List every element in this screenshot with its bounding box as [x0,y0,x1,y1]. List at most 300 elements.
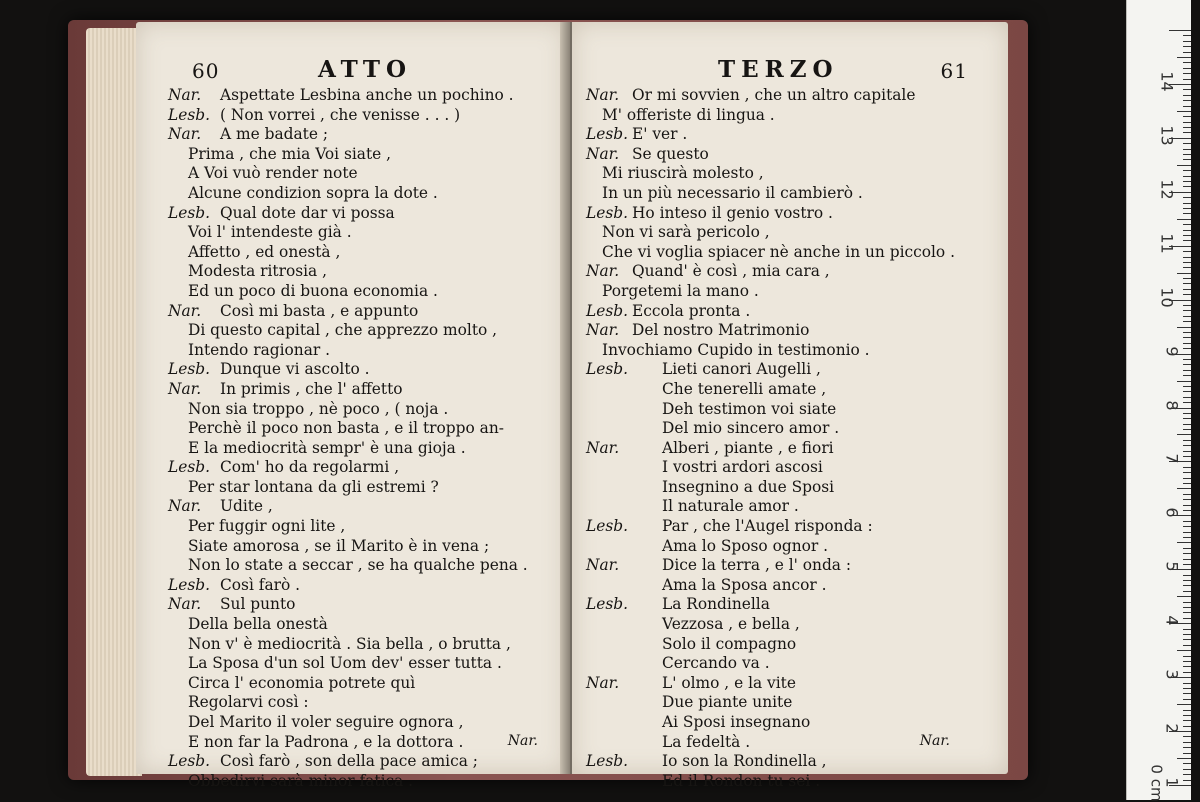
verse-text: Circa l' economia potrete quì [188,673,416,692]
speaker-label: Nar. [168,497,202,516]
right-text-block [572,86,1008,791]
ruler-tick [1183,95,1191,96]
ruler-tick [1183,122,1191,123]
speaker-label: Lesb. [168,752,210,771]
verse-text: Della bella onestà [188,615,328,634]
verse-text: Ai Sposi insegnano [662,713,811,731]
speaker-label: Nar. [586,321,620,340]
ruler-tick [1183,510,1191,511]
ruler-tick [1183,499,1191,500]
ruler-number: 13 [1157,125,1177,146]
ruler-tick [1177,704,1191,705]
text-line [136,204,566,224]
text-line [572,635,1008,655]
verse-text: Lieti canori Augelli , [662,360,821,379]
speaker-label: Lesb. [168,203,210,222]
verse-text: Invochiamo Cupido in testimonio . [602,340,870,359]
verse-text: Par , che l'Augel risponda : [662,517,873,536]
ruler-tick [1183,413,1191,414]
ruler-tick [1183,35,1191,36]
text-line [136,106,566,126]
verse-text: A me badate ; [220,125,329,144]
verse-text: Così farò . [220,575,301,594]
ruler-tick [1183,197,1191,198]
verse-text: Insegnino a due Sposi [662,477,835,496]
ruler-tick [1183,186,1191,187]
ruler-tick [1183,699,1191,700]
ruler-tick [1183,742,1191,743]
text-line [136,262,566,282]
ruler-tick [1183,46,1191,47]
verse-text: Per fuggir ogni lite , [188,517,346,536]
speaker-label: Lesb. [586,203,628,222]
ruler-tick [1183,629,1191,630]
verse-text: E non far la Padrona , e la dottora . [188,732,464,751]
ruler-tick [1183,483,1191,484]
ruler-tick [1183,753,1191,754]
ruler-tick [1183,769,1191,770]
ruler-number: 4 [1162,615,1182,626]
ruler-tick [1183,321,1191,322]
text-line [136,517,566,537]
ruler-tick [1183,375,1191,376]
speaker-label: Nar. [168,595,202,614]
verse-text: L' olmo , e la vite [662,673,796,692]
ruler-tick [1183,607,1191,608]
text-line [572,497,1008,517]
verse-text: In un più necessario il cambierò . [602,183,863,202]
text-line [136,772,566,792]
ruler-tick [1183,532,1191,533]
ruler-tick [1183,639,1191,640]
ruler-tick [1183,710,1191,711]
text-line [136,615,566,635]
speaker-label: Lesb. [586,752,628,771]
ruler-tick [1183,100,1191,101]
ruler-unit-label: 0 cm [1147,764,1166,802]
ruler-tick [1183,726,1191,727]
text-line [572,439,1008,459]
ruler-number: 2 [1162,723,1182,734]
speaker-label: Lesb. [586,595,628,614]
ruler-tick [1183,289,1191,290]
text-line [572,693,1008,713]
right-running-head: TERZO [718,56,839,83]
ruler-tick [1183,424,1191,425]
text-line [136,360,566,380]
verse-text: Cercando va . [662,654,770,673]
text-line [572,537,1008,557]
text-line [572,615,1008,635]
ruler-tick [1183,478,1191,479]
ruler-tick [1177,327,1191,328]
speaker-label: Lesb. [168,575,210,594]
ruler-tick [1183,661,1191,662]
ruler-tick [1183,585,1191,586]
ruler-tick [1183,41,1191,42]
ruler-number: 7 [1162,453,1182,465]
ruler-tick [1183,580,1191,581]
ruler-tick [1177,596,1191,597]
verse-text: Che tenerelli amate , [662,379,827,398]
ruler-tick [1183,170,1191,171]
verse-text: E' ver . [632,125,688,144]
ruler-tick [1183,370,1191,371]
ruler-number: 3 [1162,669,1182,680]
ruler-tick [1183,235,1191,236]
ruler-tick [1183,203,1191,204]
ruler-tick [1183,666,1191,667]
speaker-label: Nar. [586,86,620,104]
ruler-tick [1183,332,1191,333]
text-line [572,282,1008,302]
text-line [572,380,1008,400]
ruler-tick [1183,747,1191,748]
text-line [572,576,1008,596]
text-line [572,360,1008,380]
speaker-label: Lesb. [586,125,628,144]
verse-text: Mi riuscirà molesto , [602,164,764,183]
verse-text: ( Non vorrei , che venisse . . . ) [220,105,461,124]
text-line [136,243,566,263]
ruler-tick [1183,73,1191,74]
ruler-tick [1183,181,1191,182]
speaker-label: Nar. [586,262,620,281]
ruler-tick [1183,176,1191,177]
text-line [136,419,566,439]
text-line [572,125,1008,145]
verse-text: Vezzosa , e bella , [662,615,800,634]
right-page-number: 61 [940,59,968,83]
ruler-number: 1 [1162,777,1182,788]
text-line [136,478,566,498]
ruler-tick [1183,521,1191,522]
speaker-label: Lesb. [168,360,210,379]
text-line [572,223,1008,243]
verse-text: La Rondinella [662,595,770,614]
ruler-tick [1177,434,1191,435]
ruler-tick [1183,456,1191,457]
ruler-tick [1183,591,1191,592]
ruler-tick [1183,230,1191,231]
ruler-number: 11 [1157,233,1177,254]
verse-text: Dice la terra , e l' onda : [662,556,852,575]
ruler-tick [1183,774,1191,775]
verse-text: A Voi vuò render note [188,164,358,183]
speaker-label: Nar. [586,673,620,692]
ruler-tick [1177,273,1191,274]
text-line [136,654,566,674]
ruler-tick [1183,720,1191,721]
text-line [136,321,566,341]
verse-text: Aspettate Lesbina anche un pochino . [220,86,514,104]
ruler-tick [1183,305,1191,306]
text-line [136,635,566,655]
ruler-tick [1183,548,1191,549]
ruler-tick [1183,429,1191,430]
verse-text: Per star lontana da gli estremi ? [188,477,439,496]
verse-text: Del Marito il voler seguire ognora , [188,713,464,731]
measuring-ruler [1126,0,1191,800]
text-line [136,145,566,165]
ruler-tick [1183,132,1191,133]
ruler-tick [1183,208,1191,209]
text-line [136,341,566,361]
ruler-number: 5 [1162,561,1182,572]
text-line [572,478,1008,498]
text-line [136,125,566,145]
text-line [136,86,566,106]
text-line [572,243,1008,263]
ruler-tick [1177,111,1191,112]
ruler-number: 14 [1157,71,1177,92]
ruler-tick [1183,79,1191,80]
ruler-tick [1183,553,1191,554]
verse-text: Il naturale amor . [662,497,799,516]
verse-text: Siate amorosa , se il Marito è in vena ; [188,536,490,555]
right-page [572,22,1008,790]
text-line [136,693,566,713]
ruler-tick [1177,165,1191,166]
ruler-tick [1183,715,1191,716]
ruler-tick [1183,310,1191,311]
ruler-tick [1183,283,1191,284]
speaker-label: Nar. [168,125,202,144]
speaker-label: Lesb. [586,517,628,536]
verse-text: Non v' è mediocrità . Sia bella , o brutta , [188,634,511,653]
verse-text: Qual dote dar vi possa [220,203,395,222]
ruler-tick [1183,683,1191,684]
ruler-tick [1183,440,1191,441]
ruler-number: 10 [1157,286,1177,308]
speaker-label: Lesb. [586,360,628,379]
verse-text: Del nostro Matrimonio [632,321,810,340]
text-line [572,400,1008,420]
text-line [136,556,566,576]
ruler-tick [1183,780,1191,781]
ruler-tick [1183,618,1191,619]
left-page-number: 60 [192,59,220,83]
ruler-tick [1183,494,1191,495]
ruler-tick [1183,612,1191,613]
ruler-tick [1183,251,1191,252]
verse-text: Affetto , ed onestà , [188,242,341,261]
verse-text: Modesta ritrosia , [188,262,328,281]
text-line [572,772,1008,792]
ruler-tick [1183,467,1191,468]
ruler-tick [1183,645,1191,646]
text-line [136,164,566,184]
verse-text: Del mio sincero amor . [662,419,840,438]
right-catchword: Nar. [919,733,950,750]
verse-text: La Sposa d'un sol Uom dev' esser tutta . [188,654,502,673]
ruler-tick [1183,564,1191,565]
ruler-tick [1183,391,1191,392]
text-line [572,517,1008,537]
ruler-tick [1183,267,1191,268]
ruler-tick [1183,656,1191,657]
verse-text: Deh testimon voi siate [662,399,837,418]
ruler-tick [1183,634,1191,635]
ruler-tick [1183,348,1191,349]
left-catchword: Nar. [507,733,538,750]
left-text-block [136,86,566,791]
verse-text: Prima , che mia Voi siate , [188,144,392,163]
left-running-head: ATTO [318,56,413,83]
speaker-label: Lesb. [168,458,210,477]
ruler-tick [1183,154,1191,155]
ruler-tick [1183,688,1191,689]
ruler-number: 6 [1162,507,1182,518]
ruler-tick [1183,116,1191,117]
text-line [572,654,1008,674]
speaker-label: Lesb. [586,301,628,320]
ruler-tick [1183,575,1191,576]
verse-text: La fedeltà . [662,732,751,751]
verse-text: Ama lo Sposo ognor . [662,536,829,555]
speaker-label: Nar. [586,438,620,457]
text-line [572,106,1008,126]
ruler-tick [1183,559,1191,560]
ruler-tick [1183,537,1191,538]
verse-text: Se questo [632,144,709,163]
ruler-number: 12 [1157,179,1177,200]
text-line [572,302,1008,322]
speaker-label: Lesb. [168,105,210,124]
left-page [136,22,566,790]
text-line [136,497,566,517]
text-line [136,184,566,204]
ruler-tick [1183,52,1191,53]
text-line [572,204,1008,224]
ruler-tick [1183,262,1191,263]
ruler-tick [1183,763,1191,764]
text-line [572,86,1008,106]
verse-text: Io son la Rondinella , [662,752,827,771]
ruler-tick [1169,30,1191,31]
ruler-tick [1183,445,1191,446]
verse-text: Ed un poco di buona economia . [188,281,438,300]
text-line [572,184,1008,204]
verse-text: Così mi basta , e appunto [220,301,419,320]
text-line [136,733,566,753]
verse-text: Alcune condizion sopra la dote . [188,183,438,202]
text-line [572,458,1008,478]
verse-text: Ho inteso il genio vostro . [632,203,833,222]
verse-text: Com' ho da regolarmi , [220,458,400,477]
verse-text: Sul punto [220,595,296,614]
ruler-tick [1183,106,1191,107]
text-line [136,576,566,596]
verse-text: Eccola pronta . [632,301,751,320]
verse-text: Così farò , son della pace amica ; [220,752,478,771]
verse-text: Ama la Sposa ancor . [662,575,827,594]
verse-text: Dunque vi ascolto . [220,360,370,379]
ruler-tick [1177,381,1191,382]
ruler-tick [1183,693,1191,694]
ruler-tick [1183,672,1191,673]
ruler-tick [1183,451,1191,452]
text-line [572,556,1008,576]
text-line [136,400,566,420]
verse-text: Di questo capital , che apprezzo molto , [188,321,498,340]
text-line [572,341,1008,361]
verse-text: E la mediocrità sempr' è una gioja . [188,438,466,457]
ruler-tick [1183,224,1191,225]
verse-text: Voi l' intendeste già . [188,223,352,242]
ruler-tick [1183,736,1191,737]
page-stack-edge [86,28,142,776]
verse-text: I vostri ardori ascosi [662,458,823,477]
ruler-tick [1177,57,1191,58]
speaker-label: Nar. [168,86,202,104]
ruler-tick [1183,472,1191,473]
ruler-number: 9 [1162,345,1182,357]
ruler-number: 8 [1162,399,1182,411]
text-line [136,674,566,694]
text-line [572,752,1008,772]
verse-text: Due piante unite [662,693,793,712]
ruler-tick [1183,213,1191,214]
ruler-tick [1183,418,1191,419]
ruler-tick [1183,89,1191,90]
ruler-tick [1183,240,1191,241]
verse-text: Udite , [220,497,273,516]
text-line [136,752,566,772]
speaker-label: Nar. [586,556,620,575]
verse-text: Ed il Rondon tu sei . [662,771,821,790]
text-line [136,458,566,478]
text-line [136,439,566,459]
verse-text: Non vi sarà pericolo , [602,223,770,242]
ruler-tick [1183,602,1191,603]
verse-text: Non sia troppo , nè poco , ( noja . [188,399,449,418]
ruler-tick [1183,526,1191,527]
ruler-tick [1183,316,1191,317]
verse-text: Or mi sovvien , che un altro capitale [632,86,916,104]
speaker-label: Nar. [168,379,202,398]
text-line [572,713,1008,733]
ruler-tick [1183,149,1191,150]
ruler-tick [1183,397,1191,398]
ruler-tick [1183,127,1191,128]
verse-text: Perchè il poco non basta , e il troppo an- [188,419,504,438]
ruler-tick [1183,62,1191,63]
verse-text: Regolarvi così : [188,693,309,712]
text-line [572,321,1008,341]
verse-text: In primis , che l' affetto [220,379,403,398]
text-line [136,302,566,322]
text-line [136,380,566,400]
ruler-tick [1183,68,1191,69]
ruler-tick [1183,278,1191,279]
verse-text: Quand' è così , mia cara , [632,262,830,281]
verse-text: M' offeriste di lingua . [602,105,775,124]
speaker-label: Nar. [586,144,620,163]
ruler-tick [1183,159,1191,160]
text-line [136,713,566,733]
speaker-label: Nar. [168,301,202,320]
text-line [572,164,1008,184]
ruler-tick [1183,343,1191,344]
verse-text: Alberi , piante , e fiori [662,438,834,457]
verse-text: Solo il compagno [662,634,797,653]
text-line [572,145,1008,165]
verse-text: Che vi voglia spiacer nè anche in un piccolo . [602,242,955,261]
ruler-tick [1183,294,1191,295]
text-line [136,595,566,615]
text-line [136,223,566,243]
